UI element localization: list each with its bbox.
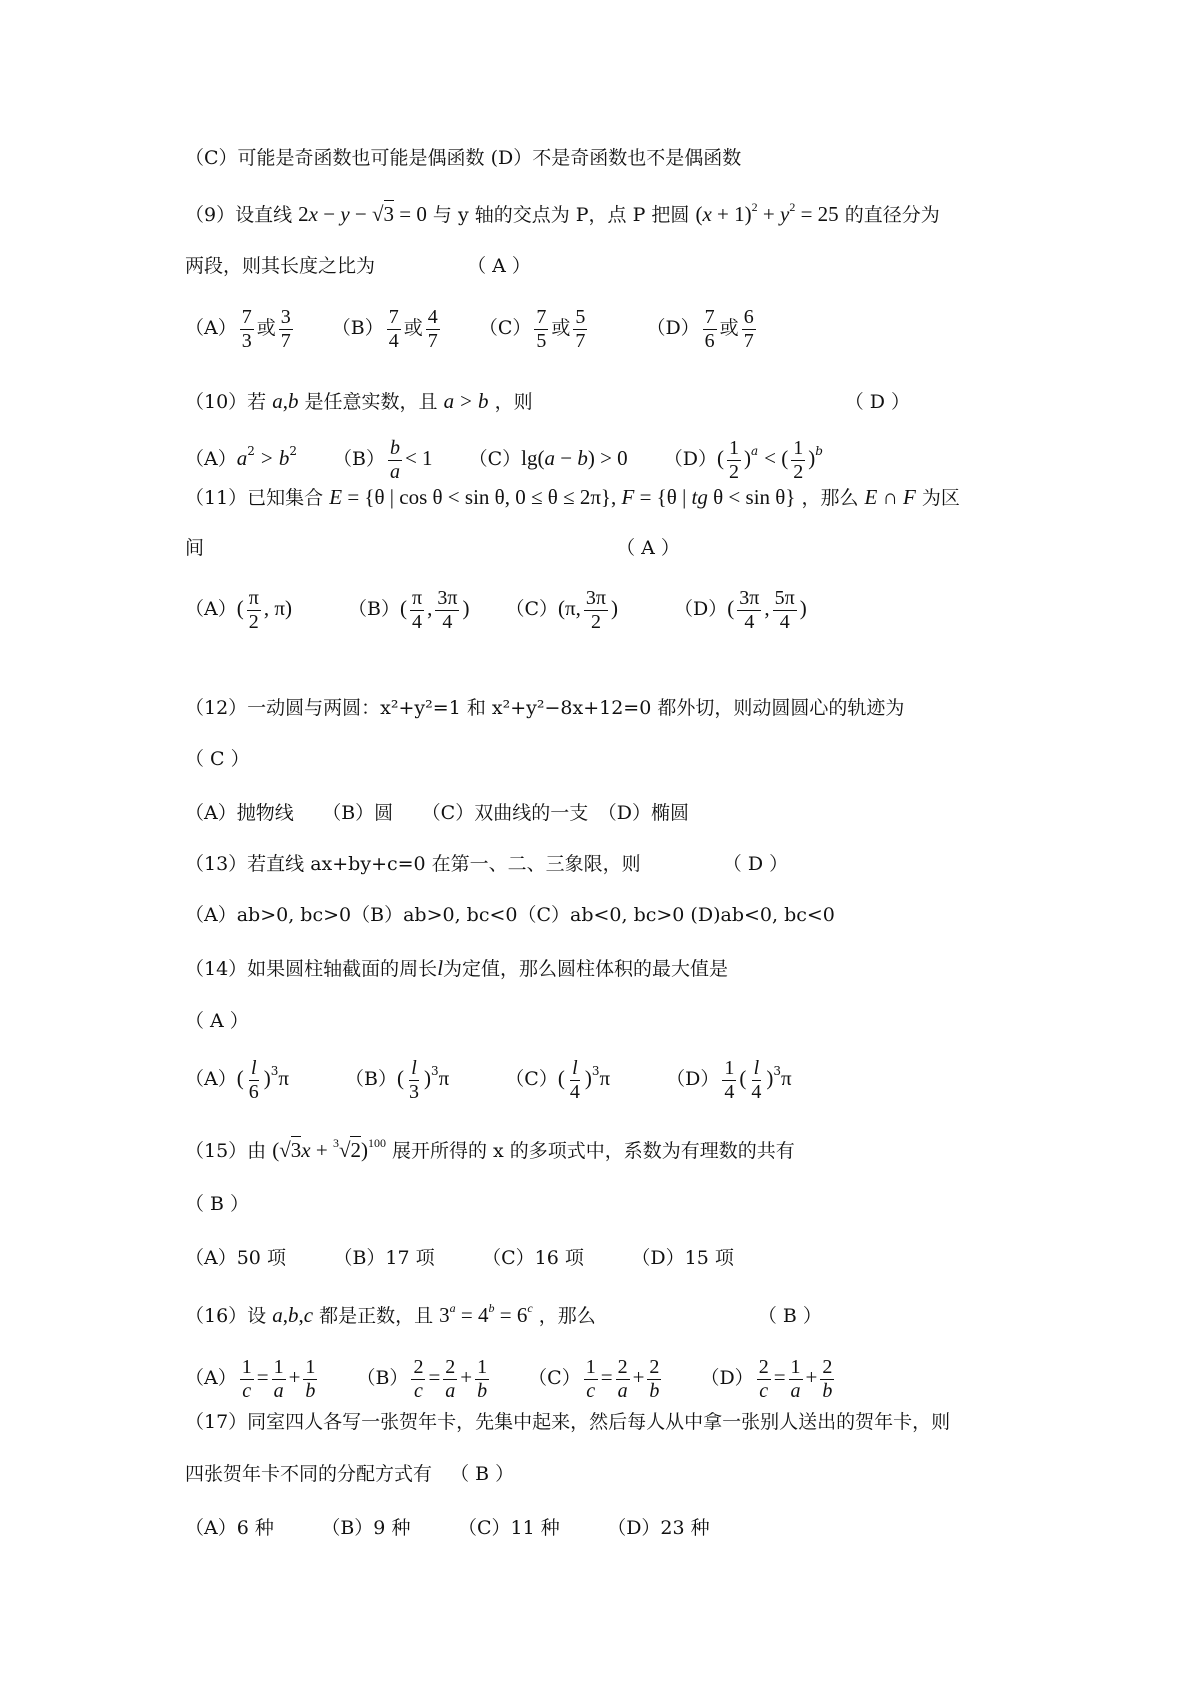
q10-option-a: $(A)a^2 > b^2$ [185, 444, 297, 470]
q15-text: 展开所得的 x 的多项式中，系数为有理数的共有 [392, 1140, 795, 1162]
q11-text-3: 间 [185, 537, 205, 559]
q9-option-a: （A） $\frac{7}{3}$ 或 $\frac{3}{7}$ [185, 306, 291, 352]
q17-answer: （ B ） [450, 1463, 515, 1485]
q8-option-c: （C）可能是奇函数也可能是偶函数 [185, 147, 485, 169]
q16-stem: （16）设 a,b,c 都是正数，且 $3^a = 4^b = 6^c$ ，那么 （ B ） [185, 1301, 822, 1327]
q10-option-b: （B） $\frac{b}{a}$ < 1 [333, 437, 433, 483]
q15-binomial: $(√3x + ^3√2)^{100}$ [272, 1136, 386, 1162]
q9-circle-equation: $(x + 1)^2 + y^2 = 25$ [695, 200, 839, 226]
q10-text-2: ，则 [494, 391, 533, 413]
q10-number: （10）若 [185, 391, 267, 413]
q17-text: 四张贺年卡不同的分配方式有 [185, 1463, 433, 1485]
q13-options: （A）ab>0, bc>0（B）ab>0, bc<0（C）ab<0, bc>0 (D)ab<0, bc<0 [185, 904, 835, 926]
q10-condition: a [443, 389, 455, 413]
q16-text-1: 都是正数，且 [319, 1305, 434, 1327]
q13-text: （13）若直线 ax+by+c=0 在第一、二、三象限，则 [185, 853, 641, 875]
q14-option-c: （C）( $\frac{l}{4}$ )$^3$π [505, 1057, 611, 1103]
q11-option-c: （C）(π, $\frac{3\pi}{2}$ ) [505, 587, 618, 633]
q16-number: （16）设 [185, 1305, 267, 1327]
q11-intersection: E ∩ F [864, 485, 916, 509]
q14-option-b: （B）( $\frac{l}{3}$ )$^3$π [345, 1057, 450, 1103]
q15-number: （15）由 [185, 1140, 267, 1162]
q14-var-l: l [437, 956, 444, 980]
q16-option-a: （A） $\frac{1}{c}$ = $\frac{1}{a}$ + $\frac{1}{b}$ [185, 1356, 316, 1402]
q10-vars: a [272, 389, 283, 413]
q14-stem [185, 948, 728, 988]
q13-answer: （ D ） [722, 853, 789, 875]
q11-text-1: ，那么 [801, 487, 859, 509]
q11-text-2: 为区 [921, 487, 960, 509]
q10-answer: （ D ） [844, 391, 911, 413]
q16-option-d: （D） $\frac{2}{c}$ = $\frac{1}{a}$ + $\frac{2}{b}$ [700, 1356, 833, 1402]
q14-text-1: （14）如果圆柱轴截面的周长 [185, 958, 438, 980]
q11-stem-line2 [185, 528, 680, 568]
q8-options-line [185, 138, 741, 178]
q9-stem-line2 [185, 246, 531, 286]
q14-text-2: 为定值，那么圆柱体积的最大值是 [443, 958, 729, 980]
q10-stem: （10）若 a,b 是任意实数，且 a > b ，则 （ D ） [185, 389, 911, 413]
q14-option-a: （A）( $\frac{l}{6}$ )$^3$π [185, 1057, 289, 1103]
q16-answer: （ B ） [757, 1305, 822, 1327]
q9-option-d: （D） $\frac{7}{6}$ 或 $\frac{6}{7}$ [646, 306, 754, 352]
q9-option-c: （C） $\frac{7}{5}$ 或 $\frac{5}{7}$ [478, 306, 586, 352]
q16-condition: $3^a = 4^b = 6^c$ [439, 1301, 533, 1327]
q9-text-3: 两段，则其长度之比为 [185, 255, 376, 277]
q17-stem-line1: （17）同室四人各写一张贺年卡，先集中起来，然后每人从中拿一张别人送出的贺年卡，则 [185, 1411, 951, 1433]
q16-option-b: （B） $\frac{2}{c}$ = $\frac{2}{a}$ + $\frac{1}{b}$ [356, 1356, 488, 1402]
q9-stem-line1 [185, 194, 940, 234]
q10-option-c: （C）lg(a − b) > 0 [468, 446, 628, 470]
q16-option-c: （C） $\frac{1}{c}$ = $\frac{2}{a}$ + $\frac{2}{b}$ [528, 1356, 660, 1402]
q15-stem [185, 1130, 795, 1170]
q9-text-2: 的直径分为 [844, 204, 940, 226]
q9-options [185, 298, 759, 358]
q9-text-1: 与 y 轴的交点为 P，点 P 把圆 [432, 204, 690, 226]
q11-number: （11）已知集合 [185, 487, 324, 509]
q17-stem-line2 [185, 1454, 514, 1494]
q11-option-a: （A）( $\frac{\pi}{2}$ , π) [185, 587, 292, 633]
q11-answer: （ A ） [616, 537, 680, 559]
q15-answer: （ B ） [185, 1193, 250, 1215]
q11-set-e: E = {θ | cos θ < sin θ, 0 ≤ θ ≤ 2π}, F = {θ | tg θ < sin θ} [329, 485, 796, 509]
q12-options: （A）抛物线 （B）圆 （C）双曲线的一支 （D）椭圆 [185, 802, 689, 824]
q14-options [185, 1048, 792, 1108]
q15-options: （A）50 项 （B）17 项 （C）16 项 （D）15 项 [185, 1247, 734, 1269]
q16-options [185, 1347, 837, 1407]
q14-option-d: （D） $\frac{1}{4}$ ( $\frac{l}{4}$ )$^3$π [666, 1057, 792, 1103]
q9-number: （9）设直线 [185, 204, 293, 226]
q10-text-1: 是任意实数，且 [304, 391, 438, 413]
q17-options: （A）6 种 （B）9 种 （C）11 种 （D）23 种 [185, 1517, 710, 1539]
q14-answer: （ A ） [185, 1010, 249, 1032]
q11-option-d: （D）( $\frac{3\pi}{4}$ , $\frac{5\pi}{4}$ ) [674, 587, 807, 633]
q12-stem: （12）一动圆与两圆：x²+y²=1 和 x²+y²−8x+12=0 都外切，则动圆圆心的轨迹为 [185, 697, 905, 719]
q12-answer: （ C ） [185, 748, 250, 770]
q9-line-equation: 2x − y − √3 = 0 [298, 202, 427, 226]
q11-options [185, 578, 807, 638]
q9-answer: （ A ） [467, 255, 531, 277]
q13-stem [185, 844, 788, 884]
q16-vars: a [272, 1303, 283, 1327]
q11-option-b: （B）( $\frac{\pi}{4}$ , $\frac{3\pi}{4}$ ) [348, 587, 470, 633]
q16-text-2: ，那么 [538, 1305, 596, 1327]
q8-option-d: (D）不是奇函数也不是偶函数 [490, 147, 742, 169]
q10-option-d: （D）( $\frac{1}{2}$ )$^a$ < ( $\frac{1}{2}$ )$^b$ [663, 437, 823, 483]
q9-option-b: （B） $\frac{7}{4}$ 或 $\frac{4}{7}$ [331, 306, 438, 352]
q11-stem-line1 [185, 477, 960, 517]
